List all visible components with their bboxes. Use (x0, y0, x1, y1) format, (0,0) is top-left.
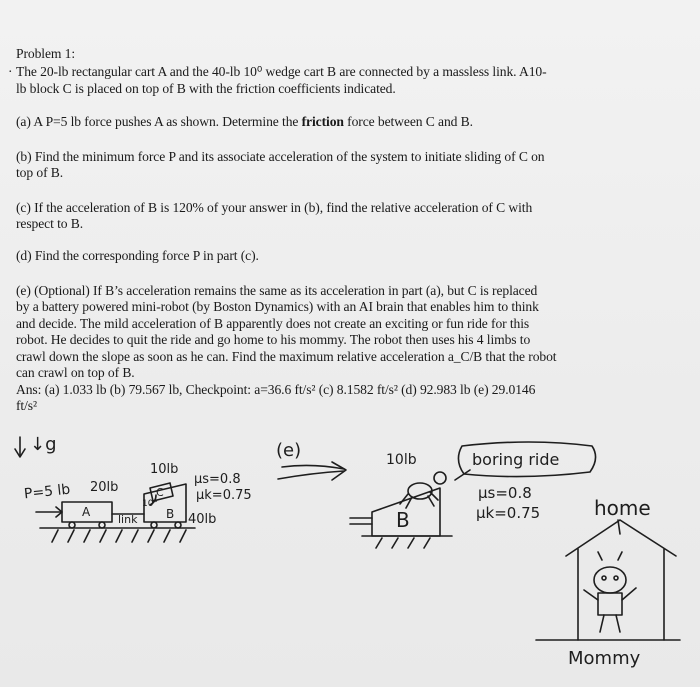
block-c-label: C (156, 486, 164, 499)
bullet-marker: · (8, 64, 13, 79)
force-p-label: P=5 lb (23, 481, 72, 503)
part-a-text-bold: friction (301, 114, 344, 129)
part-d: (d) Find the corresponding force P in part (c). (16, 248, 259, 263)
mommy-robot-drawing (584, 552, 636, 632)
intro-line-1: The 20-lb rectangular cart A and the 40-lb 10⁰ wedge cart B are connected by a massless link. A10- (16, 64, 547, 79)
block-c-weight-label: 10lb (150, 462, 179, 477)
link-label: link (118, 513, 138, 526)
house-drawing (536, 520, 680, 640)
wedge-angle-label: 10° (142, 499, 158, 509)
bubble-text: boring ride (472, 450, 560, 469)
right-arrow-icon (278, 462, 346, 480)
wedge-b-label: B (166, 507, 175, 521)
intro-line-2: lb block C is placed on top of B with the friction coefficients indicated. (16, 81, 396, 96)
cart-a-label: A (82, 505, 91, 519)
gravity-label: ↓g (30, 434, 57, 455)
mu-s-label: μs=0.8 (194, 472, 241, 487)
part-c-line-1: (c) If the acceleration of B is 120% of your answer in (b), find the relative acceleration of C with (16, 200, 533, 215)
part-c-line-2: respect to B. (16, 216, 84, 231)
answers-line-1: Ans: (a) 1.033 lb (b) 79.567 lb, Checkpoint: a=36.6 ft/s² (c) 8.1582 ft/s² (d) 92.983 lb (e) 29.0146 (16, 382, 536, 397)
part-e-line-4: robot. He decides to quit the ride and go home to his mommy. The robot then uses his 4 limbs to (16, 332, 531, 347)
part-e-line-3: and decide. The mild acceleration of B apparently does not create an exciting or fun ride for this (16, 316, 530, 331)
answers-line-2: ft/s² (16, 398, 37, 413)
part-e-line-1: (e) (Optional) If B’s acceleration remains the same as its acceleration in part (a), but C is replaced (16, 283, 538, 298)
part-b-line-1: (b) Find the minimum force P and its associate acceleration of the system to initiate sliding of C on (16, 149, 545, 164)
part-a-text-post: force between C and B. (343, 114, 473, 129)
mu-k-label: μk=0.75 (196, 488, 252, 503)
part-e-line-6: can crawl on top of B. (16, 365, 135, 380)
problem-title: Problem 1: (16, 46, 76, 61)
robot-mu-k-label: μk=0.75 (476, 504, 541, 522)
part-e-line-2: by a battery powered mini-robot (by Boston Dynamics) with an AI brain that enables him to think (16, 299, 539, 314)
part-a-text-pre: (a) A P=5 lb force pushes A as shown. Determine the (16, 114, 302, 129)
cart-a-weight-label: 20lb (90, 480, 119, 495)
mommy-label: Mommy (568, 648, 641, 669)
robot-mu-s-label: μs=0.8 (478, 484, 532, 502)
robot-wedge-b-label: B (396, 508, 410, 532)
home-label: home (594, 496, 651, 520)
gravity-arrow-icon (15, 437, 25, 457)
part-b-line-2: top of B. (16, 165, 64, 180)
part-e-line-5: crawl down the slope as soon as he can. Find the maximum relative acceleration a_C/B that the robot (16, 349, 557, 364)
part-e-tag: (e) (276, 440, 302, 461)
wedge-b-weight-label: 40lb (188, 512, 217, 527)
robot-on-wedge-drawing (350, 470, 470, 548)
robot-weight-label: 10lb (386, 452, 417, 468)
